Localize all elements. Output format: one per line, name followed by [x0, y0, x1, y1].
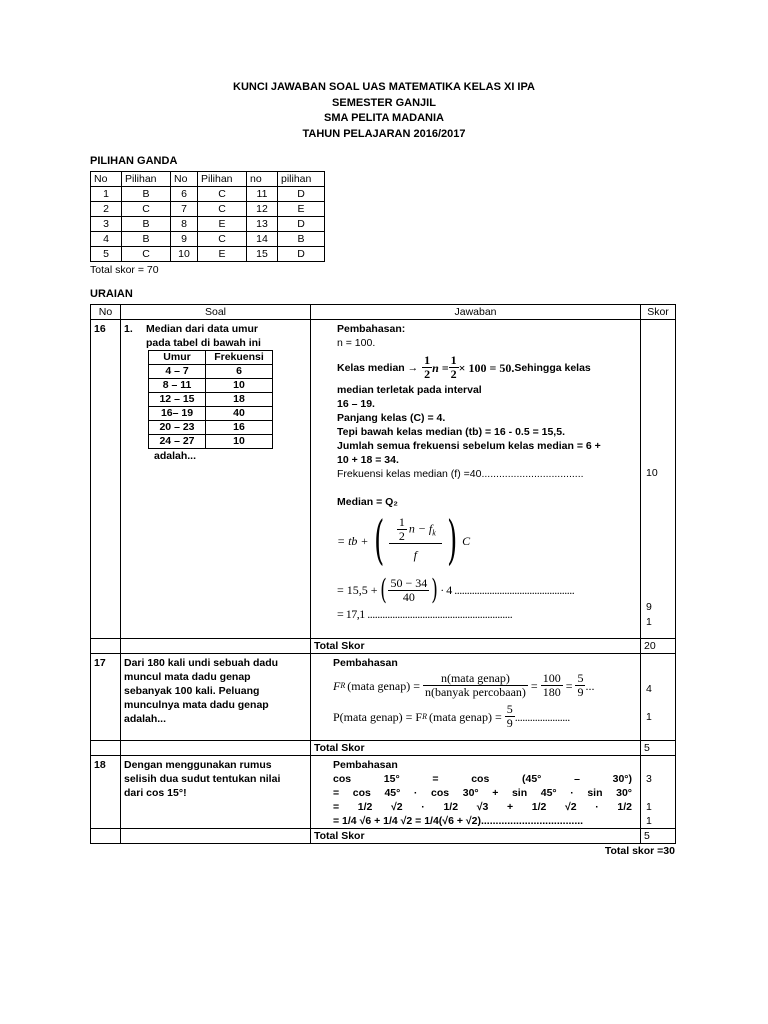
probability-formula [333, 703, 632, 730]
cell: 10 [206, 435, 273, 449]
median-label: Median = Q₂ [337, 496, 398, 508]
col-header: No [171, 172, 198, 187]
table-row [91, 654, 676, 741]
cell: C [198, 232, 247, 247]
cell: 2 [91, 202, 122, 217]
answer-line: = 1/4 √6 + 1/4 √2 = 1/4(√6 + √2)................................... [333, 815, 584, 827]
formula: n = [432, 360, 449, 375]
empty-cell [91, 741, 121, 756]
answer-cell [311, 756, 641, 829]
table-row [91, 217, 325, 232]
cell: 6 [206, 365, 273, 379]
total-row [91, 829, 676, 844]
cell: 18 [206, 393, 273, 407]
table-header-row [91, 305, 676, 320]
right-paren: ) [431, 573, 439, 606]
table-row [149, 379, 273, 393]
empty-cell [121, 741, 311, 756]
answer-line: cos 15° = cos (45° – 30°) [333, 773, 632, 785]
cell: C [122, 202, 171, 217]
median-result: = 17,1 .......................................................... [337, 607, 513, 621]
denominator: 2 [398, 529, 405, 543]
soal-line: Dari 180 kali undi sebuah dadu [124, 657, 279, 669]
answer-line: Tepi bawah kelas median (tb) = 16 - 0.5 = 15,5. [337, 426, 565, 438]
cell: E [198, 217, 247, 232]
cell: C [198, 187, 247, 202]
table-row [149, 393, 273, 407]
table-row [149, 407, 273, 421]
table-row [149, 435, 273, 449]
col-header: pilihan [278, 172, 325, 187]
empty-cell [121, 829, 311, 844]
answer-title: Pembahasan: [337, 323, 406, 335]
total-label: Total Skor [311, 639, 641, 654]
cell: 12 [247, 202, 278, 217]
table-row [149, 421, 273, 435]
soal-line: adalah... [124, 713, 167, 725]
formula: ... [585, 678, 595, 693]
col-header: No [91, 172, 122, 187]
uraian-label: URAIAN [90, 288, 133, 300]
cell: 4 [91, 232, 122, 247]
cell: D [278, 247, 325, 262]
cell: 10 [171, 247, 198, 262]
cell: 3 [91, 217, 122, 232]
table-header-row [149, 351, 273, 365]
answer-text: Kelas median → [337, 361, 419, 374]
answer-line: 16 – 19. [337, 398, 375, 410]
title-line-4: TAHUN PELAJARAN 2016/2017 [302, 127, 466, 140]
denominator: n(banyak percobaan) [424, 685, 526, 699]
fraction [541, 672, 563, 699]
answer-line: = cos 45° · cos 30° + sin 45° · sin 30° [333, 787, 632, 799]
score-cell [641, 756, 676, 829]
kelas-median-line [337, 354, 632, 381]
left-paren: ( [373, 511, 384, 571]
fraction [505, 703, 515, 730]
score: 9 [646, 601, 652, 613]
formula: = [565, 678, 573, 693]
cell: 16– 19 [149, 407, 206, 421]
col-header: Frekuensi [206, 351, 273, 365]
col-header-skor: Skor [641, 305, 676, 320]
answer-cell [311, 320, 641, 639]
cell: 40 [206, 407, 273, 421]
cell: 7 [171, 202, 198, 217]
formula: · 4 ................................................ [440, 583, 575, 597]
median-formula [337, 511, 632, 571]
title-line-3: SMA PELITA MADANIA [324, 112, 444, 124]
frequency-table [148, 350, 273, 449]
grand-total: Total skor =30 [604, 845, 675, 857]
cell: 6 [171, 187, 198, 202]
document-title [0, 80, 768, 142]
empty-cell [91, 639, 121, 654]
fraction [389, 516, 442, 566]
formula: = [530, 678, 538, 693]
answer-title: Pembahasan [333, 759, 398, 771]
formula: C [462, 534, 471, 548]
left-paren: ( [379, 573, 387, 606]
numerator [389, 516, 442, 544]
item-number: 1. [124, 323, 133, 335]
soal-line: Dengan menggunakan rumus [124, 759, 272, 771]
denominator: 9 [577, 685, 584, 699]
score: 1 [646, 815, 652, 827]
formula: = 15,5 + [337, 583, 378, 597]
numerator: n(mata genap) [423, 672, 528, 686]
cell: 5 [91, 247, 122, 262]
soal-line: dari cos 15°! [124, 787, 187, 799]
cell: B [122, 187, 171, 202]
pilihan-ganda-total: Total skor = 70 [90, 264, 159, 276]
cell: 1 [91, 187, 122, 202]
denominator: 40 [402, 589, 415, 604]
col-header-no: No [91, 305, 121, 320]
answer-line: 10 + 18 = 34. [337, 454, 399, 466]
col-header: Pilihan [198, 172, 247, 187]
fraction [388, 577, 429, 604]
cell: 12 – 15 [149, 393, 206, 407]
pilihan-ganda-table [90, 171, 325, 262]
numerator: 5 [577, 671, 584, 685]
cell: 24 – 27 [149, 435, 206, 449]
answer-title: Pembahasan [333, 657, 398, 669]
total-row [91, 639, 676, 654]
table-row [91, 756, 676, 829]
score-cell [641, 654, 676, 741]
formula: = tb + [337, 534, 369, 548]
table-header-row [91, 172, 325, 187]
answer-line: Jumlah semua frekuensi sebelum kelas median = 6 + [337, 440, 601, 452]
formula: P(mata genap) = F [333, 709, 423, 724]
cell: D [278, 217, 325, 232]
cell: 11 [247, 187, 278, 202]
title-line-1: KUNCI JAWABAN SOAL UAS MATEMATIKA KELAS XI IPA [233, 81, 535, 93]
pilihan-ganda-label: PILIHAN GANDA [90, 155, 178, 167]
relative-frequency-formula [333, 672, 632, 699]
answer-line: median terletak pada interval [337, 384, 482, 396]
score: 10 [646, 467, 658, 479]
denominator: 180 [542, 685, 561, 699]
cell: 16 [206, 421, 273, 435]
total-label: Total Skor [311, 741, 641, 756]
score: 4 [646, 683, 652, 695]
score-cell [641, 320, 676, 639]
cell: 20 – 23 [149, 421, 206, 435]
table-row [149, 365, 273, 379]
cell: C [198, 202, 247, 217]
question-text [121, 320, 311, 639]
score: 1 [646, 616, 652, 628]
answer-text: Sehingga kelas [514, 361, 591, 374]
question-number: 16 [91, 320, 121, 639]
subscript: R [422, 711, 427, 721]
numerator: 100 [542, 671, 561, 685]
col-header-soal: Soal [121, 305, 311, 320]
formula: (mata genap) = [347, 678, 420, 693]
denominator: 2 [450, 367, 457, 381]
soal-line: Median dari data umur [146, 323, 259, 335]
col-header: Umur [149, 351, 206, 365]
cell: 14 [247, 232, 278, 247]
empty-cell [91, 829, 121, 844]
cell: 8 – 11 [149, 379, 206, 393]
formula: F [333, 678, 341, 693]
numerator: 1 [424, 353, 431, 367]
table-row [91, 247, 325, 262]
numerator: 50 − 34 [390, 575, 428, 590]
fraction [575, 672, 585, 699]
total-score: 5 [641, 829, 676, 844]
cell: D [278, 187, 325, 202]
soal-line: munculnya mata dadu genap [124, 699, 269, 711]
fraction [423, 672, 528, 699]
total-row [91, 741, 676, 756]
title-line-2: SEMESTER GANJIL [332, 96, 436, 109]
fraction [422, 354, 432, 381]
cell: 4 – 7 [149, 365, 206, 379]
question-number: 17 [91, 654, 121, 741]
table-row [91, 320, 676, 639]
cell: 8 [171, 217, 198, 232]
total-score: 20 [641, 639, 676, 654]
col-header: no [247, 172, 278, 187]
cell: 15 [247, 247, 278, 262]
answer-cell [311, 654, 641, 741]
cell: 13 [247, 217, 278, 232]
cell: 9 [171, 232, 198, 247]
subscript: k [432, 528, 436, 538]
cell: B [278, 232, 325, 247]
total-label: Total Skor [311, 829, 641, 844]
soal-line: pada tabel di bawah ini [146, 337, 261, 349]
fraction [449, 354, 459, 381]
numerator: 5 [506, 702, 513, 716]
cell: B [122, 232, 171, 247]
question-text [121, 654, 311, 741]
score: 1 [646, 801, 652, 813]
empty-cell [121, 639, 311, 654]
table-row [91, 187, 325, 202]
right-paren: ) [446, 511, 458, 571]
table-row [91, 232, 325, 247]
denominator: f [413, 548, 417, 562]
cell: E [198, 247, 247, 262]
score: 3 [646, 773, 652, 785]
median-calc [337, 575, 632, 605]
answer-line: = 1/2 √2 · 1/2 √3 + 1/2 √2 · 1/2 [333, 801, 632, 813]
subscript: R [340, 680, 346, 690]
cell: E [278, 202, 325, 217]
fraction [395, 516, 409, 543]
formula: (mata genap) = [428, 709, 502, 724]
soal-line: muncul mata dadu genap [124, 671, 251, 683]
uraian-table [90, 304, 676, 844]
score: 1 [646, 711, 652, 723]
cell: 10 [206, 379, 273, 393]
formula: ...................... [514, 709, 570, 724]
denominator: 9 [506, 716, 513, 730]
question-number: 18 [91, 756, 121, 829]
soal-line: selisih dua sudut tentukan nilai [124, 773, 281, 785]
col-header: Pilihan [122, 172, 171, 187]
numerator: 1 [398, 515, 405, 529]
formula: × 100 = 50. [458, 360, 515, 375]
answer-line: Frekuensi kelas median (f) =40................................... [337, 468, 584, 480]
denominator: 2 [424, 367, 431, 381]
formula: n − f [408, 521, 433, 536]
soal-end: adalah... [154, 450, 197, 462]
question-text [121, 756, 311, 829]
answer-line: n = 100. [337, 337, 376, 349]
table-row [91, 202, 325, 217]
numerator: 1 [450, 353, 457, 367]
soal-line: sebanyak 100 kali. Peluang [124, 685, 260, 697]
cell: C [122, 247, 171, 262]
total-score: 5 [641, 741, 676, 756]
col-header-jawaban: Jawaban [311, 305, 641, 320]
answer-line: Panjang kelas (C) = 4. [337, 412, 446, 424]
cell: B [122, 217, 171, 232]
